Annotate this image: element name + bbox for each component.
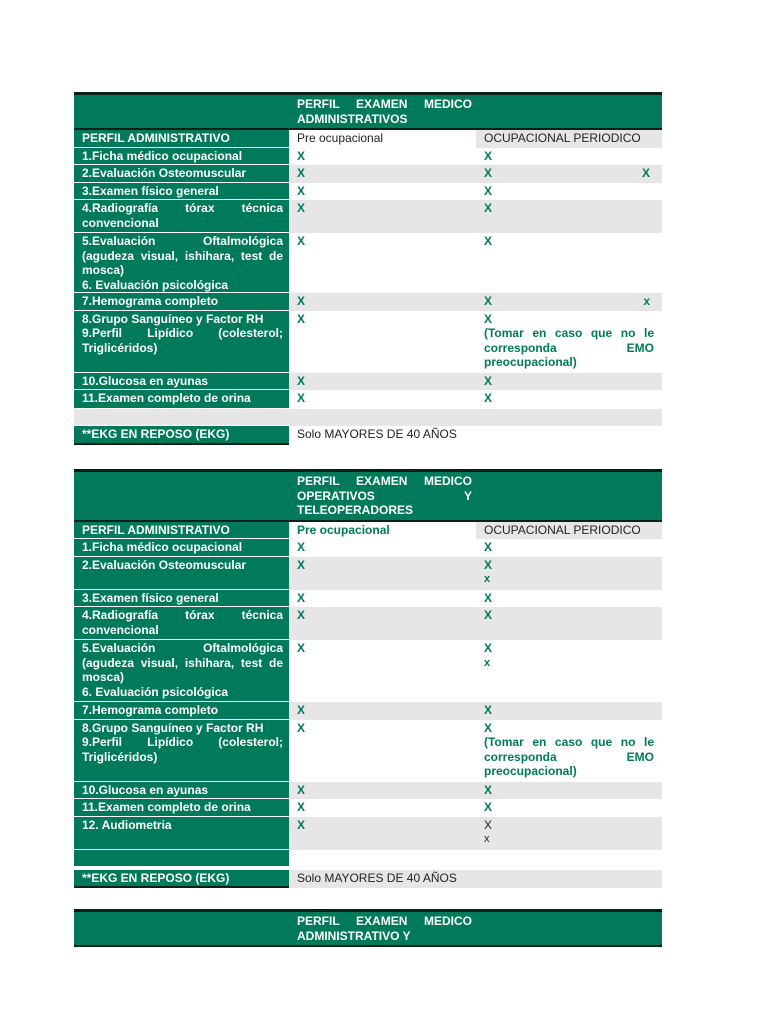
col-ocupacional-periodico: OCUPACIONAL PERIODICO (476, 130, 662, 148)
table-header (74, 92, 662, 130)
column-header-row (74, 522, 662, 540)
ekg-label: **EKG EN REPOSO (EKG) (74, 426, 289, 445)
table-row: 7.Hemograma completo X X x (74, 293, 662, 311)
table-operativos (74, 469, 662, 888)
table-row: 2.Evaluación Osteomuscular X X X (74, 165, 662, 183)
table-row: 4.Radiografía tórax técnica convencional X X (74, 607, 662, 640)
table-row: 10.Glucosa en ayunas X X (74, 782, 662, 800)
table-header (74, 909, 662, 947)
table-row: 1.Ficha médico ocupacional X X (74, 539, 662, 557)
table-row: 11.Examen completo de orina X X (74, 390, 662, 409)
table-administrativo-y (74, 909, 662, 947)
empty-row (74, 409, 662, 426)
table-row: 8.Grupo Sanguíneo y Factor RH 9.Perfil Lipídico (colesterol; Triglicéridos) X X (Tomar en caso que no le corresponda EMO preocupacional) (74, 311, 662, 373)
table-row: 5.Evaluación Oftalmológica (agudeza visual, ishihara, test de mosca) 6. Evaluación psicológica X X (74, 233, 662, 293)
table-title: PERFIL EXAMEN MEDICO OPERATIVOS Y TELEOPERADORES (297, 474, 472, 517)
table-row: 10.Glucosa en ayunas X X (74, 373, 662, 391)
extra-mark: x (643, 294, 650, 308)
col-pre-ocupacional: Pre ocupacional (297, 131, 384, 145)
table-header (74, 469, 662, 522)
ekg-row (74, 870, 662, 889)
ekg-value: Solo MAYORES DE 40 AÑOS (289, 870, 476, 889)
note-text: (Tomar en caso que no le corresponda EMO preocupacional) (484, 735, 654, 778)
col-perfil: PERFIL ADMINISTRATIVO (74, 522, 289, 540)
extra-mark: X (641, 166, 650, 180)
ekg-label: **EKG EN REPOSO (EKG) (74, 870, 289, 889)
table-row: 1.Ficha médico ocupacional X X (74, 148, 662, 166)
empty-row (74, 850, 662, 867)
table-row: 5.Evaluación Oftalmológica (agudeza visual, ishihara, test de mosca) 6. Evaluación psicológica X X x (74, 640, 662, 702)
table-row: 4.Radiografía tórax técnica convencional X X (74, 200, 662, 233)
table-row: 11.Examen completo de orina X X (74, 799, 662, 817)
ekg-row (74, 426, 662, 445)
table-row: 8.Grupo Sanguíneo y Factor RH 9.Perfil Lipídico (colesterol; Triglicéridos) X X (Tomar en caso que no le corresponda EMO preocupacional) (74, 720, 662, 782)
table-administrativos (74, 92, 662, 445)
table-title: PERFIL EXAMEN MEDICO ADMINISTRATIVO Y (297, 914, 472, 943)
table-row: 3.Examen físico general X X (74, 590, 662, 608)
col-perfil: PERFIL ADMINISTRATIVO (74, 130, 289, 148)
table-row: 2.Evaluación Osteomuscular X X x (74, 557, 662, 590)
column-header-row (74, 130, 662, 148)
col-pre-ocupacional: Pre ocupacional (297, 522, 390, 537)
table-row: 7.Hemograma completo X X (74, 702, 662, 720)
table-row: 3.Examen físico general X X (74, 183, 662, 201)
ekg-value: Solo MAYORES DE 40 AÑOS (297, 427, 457, 441)
table-row: 12. Audiometria X X x (74, 817, 662, 850)
table-title: PERFIL EXAMEN MEDICO ADMINISTRATIVOS (297, 97, 472, 126)
note-text: (Tomar en caso que no le corresponda EMO preocupacional) (484, 326, 654, 369)
col-ocupacional-periodico: OCUPACIONAL PERIODICO (476, 522, 662, 540)
